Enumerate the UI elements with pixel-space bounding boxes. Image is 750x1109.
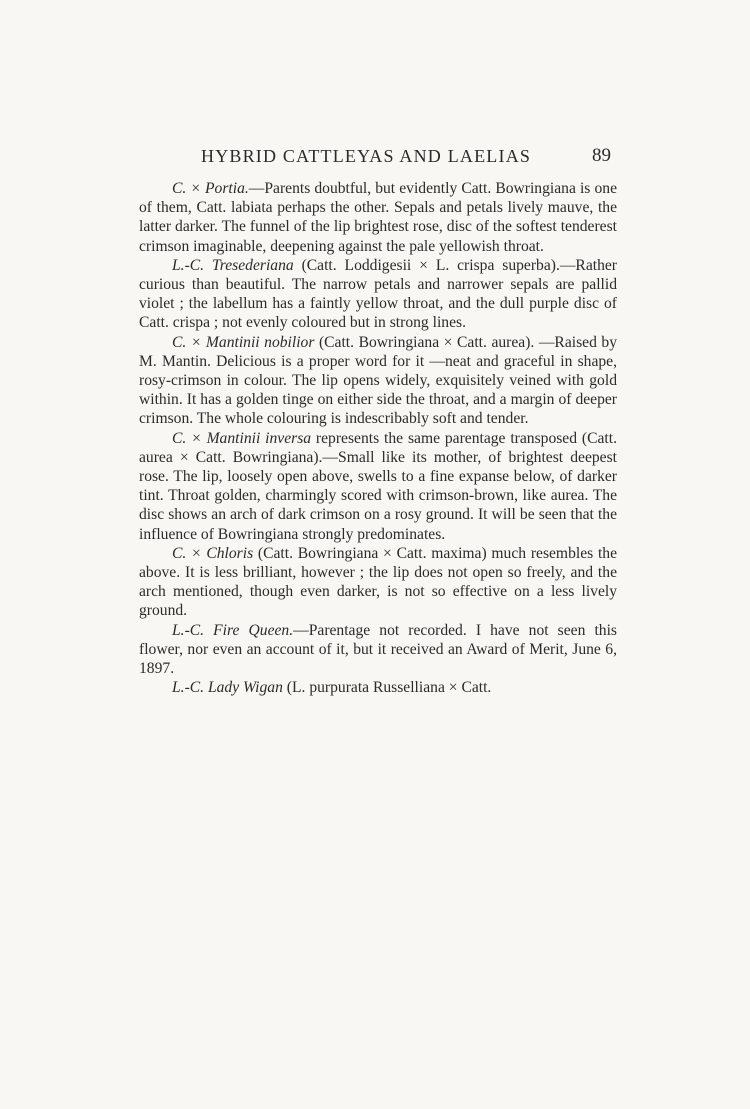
hybrid-name: C. × Portia. <box>172 180 249 197</box>
paragraph-text: represents the same parentage transposed (Catt. aurea × Catt. Bowringiana).—Small like its mother, of brightest deepest rose. The lip, loosely open above, swells to a fine expanse below, of darker tint. Throat golden, charmingly scored with crimson-brown, like aurea. The disc shows an arch of dark crimson on a rosy ground. It will be seen that the influence of Bowringiana strongly predominates. <box>139 429 617 543</box>
paragraph-text: (Catt. Loddigesii × L. crispa superba).—Rather curious than beautiful. The narrow petals and narrower sepals are pallid violet ; the labellum has a faintly yellow throat, and the dull purple disc of Catt. crispa ; not evenly coloured but in strong lines. <box>139 256 617 332</box>
paragraph-text: —Parents doubtful, but evidently Catt. Bowringiana is one of them, Catt. labiata perhaps the other. Sepals and petals lively mauve, the latter darker. The funnel of the lip brightest rose, disc of the softest tenderest crimson imaginable, deepening against the pale yellowish throat. <box>139 180 617 255</box>
hybrid-name: L.-C. Tresederiana <box>172 256 294 274</box>
running-title: HYBRID CATTLEYAS AND LAELIAS <box>201 146 532 166</box>
paragraph-mantinii-nobilior <box>139 333 617 429</box>
paragraph-tresederiana <box>139 256 617 333</box>
hybrid-name: C. × Mantinii nobilior <box>172 333 315 351</box>
paragraph-lady-wigan <box>139 678 617 697</box>
page-header <box>173 146 619 172</box>
body-text <box>139 179 617 697</box>
hybrid-name: C. × Chloris <box>172 544 254 562</box>
hybrid-name: L.-C. Lady Wigan <box>172 679 283 697</box>
paragraph-mantinii-inversa <box>139 429 617 544</box>
paragraph-text: (Catt. Bowringiana × Catt. aurea). —Raised by M. Mantin. Delicious is a proper word for it —neat and graceful in shape, rosy-crimson in colour. The lip opens widely, exquisitely veined with gold within. It has a golden tinge on either side the throat, and a margin of deeper crimson. The whole colouring is indescribably soft and tender. <box>139 333 617 428</box>
paragraph-text: (L. purpurata Russelliana × Catt. <box>282 679 492 697</box>
hybrid-name: C. × Mantinii inversa <box>172 429 312 447</box>
paragraph-portia <box>139 179 617 256</box>
paragraph-fire-queen <box>139 621 617 679</box>
paragraph-text: (Catt. Bowringiana × Catt. maxima) much resembles the above. It is less brilliant, however ; the lip does not open so freely, and the arch mentioned, though even darker, is not so effective on a less lively ground. <box>139 544 617 620</box>
hybrid-name: L.-C. Fire Queen. <box>172 621 294 639</box>
paragraph-chloris <box>139 544 617 621</box>
page-number: 89 <box>592 145 611 166</box>
paragraph-text: —Parentage not recorded. I have not seen this flower, nor even an account of it, but it received an Award of Merit, June 6, 1897. <box>139 621 617 678</box>
